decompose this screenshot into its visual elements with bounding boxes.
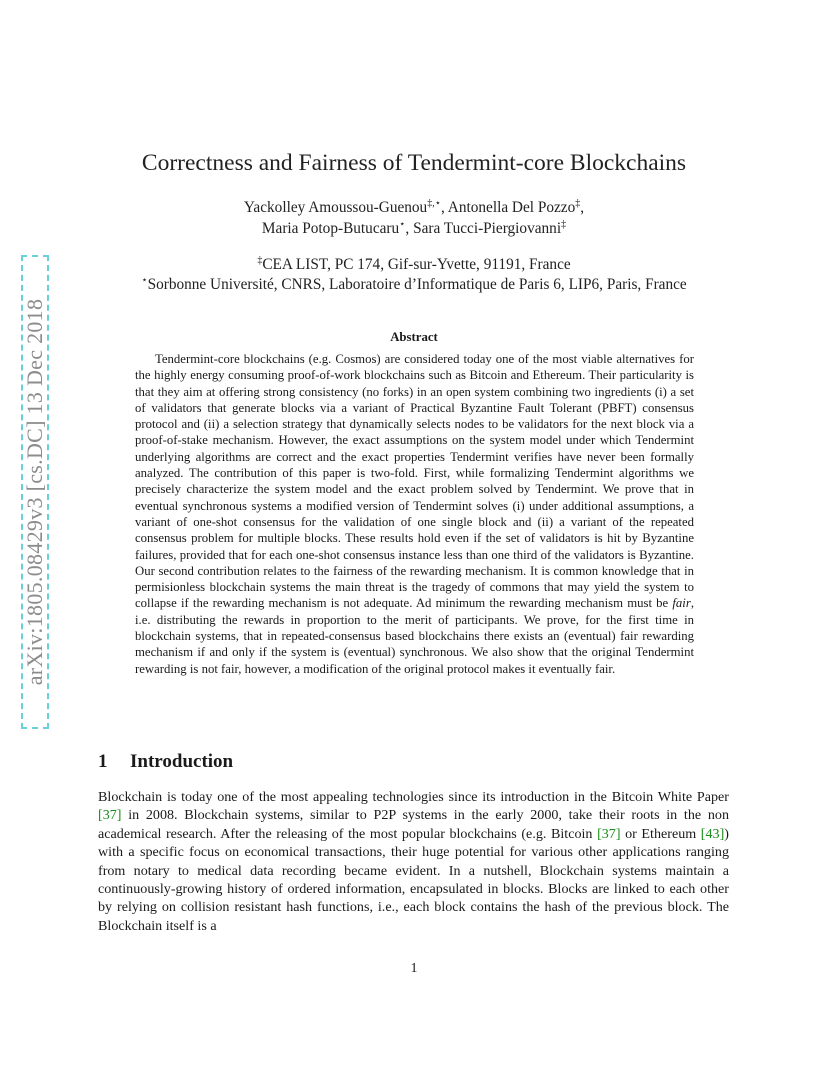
author-name: Sara Tucci-Piergiovanni: [413, 220, 562, 237]
intro-text: ) with a specific focus on economical transactions, their huge potential for various other applications ranging from notary to medical data recording became evident. In a nutshell, Blockchain systems maintain a continuously-growing history of ordered information, encapsulated in blocks. Blocks are linked to each other by relying on collision resistant hash functions, i.e., each block contains the hash of the previous block. The Blockchain itself is a: [98, 825, 729, 934]
citation-link[interactable]: [43]: [700, 825, 725, 842]
abstract-body: [135, 351, 694, 677]
author-affiliation-mark: ⋆: [399, 219, 406, 230]
author-name: Yackolley Amoussou-Guenou: [243, 199, 428, 216]
intro-text: Blockchain is today one of the most appealing technologies since its introduction in the Bitcoin White Paper: [98, 789, 729, 805]
author-name: Maria Potop-Butucaru: [261, 220, 400, 237]
section-heading: [98, 751, 233, 773]
affiliation-text: Sorbonne Université, CNRS, Laboratoire d’Informatique de Paris 6, LIP6, Paris, France: [147, 276, 687, 293]
section-number: 1: [98, 751, 108, 772]
author-line-1: [0, 197, 828, 218]
arxiv-id: arXiv:1805.08429v3 [cs.DC] 13 Dec 2018: [22, 298, 47, 686]
abstract-fair-term: fair: [672, 596, 691, 611]
section-title: Introduction: [130, 751, 234, 772]
affiliation-sorbonne: [0, 275, 828, 295]
author-name: Antonella Del Pozzo: [447, 199, 576, 216]
citation-link[interactable]: [37]: [98, 807, 122, 824]
citation-link[interactable]: [37]: [597, 825, 621, 842]
affiliations: [0, 255, 828, 295]
affiliation-text: CEA LIST, PC 174, Gif-sur-Yvette, 91191, France: [262, 256, 571, 273]
abstract-text: Tendermint-core blockchains (e.g. Cosmos) are considered today one of the most viable alternatives for the highly energy consuming proof-of-work blockchains such as Bitcoin and Ethereum. Their particularity is that they aim at offering strong consistency (no forks) in an open system combining two ingredients (i) a set of validators that generate blocks via a variant of Practical Byzantine Fault Tolerant (PBFT) consensus protocol and (ii) a selection strategy that dynamically selects nodes to be validators for the next block via a proof-of-stake mechanism. However, the exact assumptions on the system model under which Tendermint underlying algorithms are correct and the exact properties Tendermint verifies have never been formally analyzed. The contribution of this paper is two-fold. First, while formalizing Tendermint algorithms we precisely characterize the system model and the exact problem solved by Tendermint. We prove that in eventual synchronous systems a modified version of Tendermint solves (i) under additional assumptions, a variant of one-shot consensus for the validation of one single block and (ii) a variant of the repeated consensus problem for multiple blocks. These results hold even if the set of validators is hit by Byzantine failures, provided that for each one-shot consensus instance less than one third of the validators is Byzantine. Our second contribution relates to the fairness of the rewarding mechanism. It is common knowledge that in permisionless blockchain systems the main threat is the tragedy of commons that may yield the system to collapse if the rewarding mechanism is not adequate. Ad minimum the rewarding mechanism must be: [135, 352, 694, 611]
author-affiliation-mark: ‡: [575, 198, 581, 209]
author-affiliation-mark: ‡: [561, 219, 567, 230]
intro-paragraph: [98, 788, 729, 935]
author-separator: ,: [580, 199, 585, 216]
author-list: [0, 197, 828, 239]
affiliation-mark: ‡: [257, 255, 263, 266]
intro-text: or Ethereum: [620, 825, 701, 842]
affiliation-cea: [0, 255, 828, 275]
author-affiliation-mark: ‡,⋆: [427, 198, 441, 209]
arxiv-stamp: [21, 255, 49, 729]
abstract-heading: Abstract: [390, 330, 438, 344]
page-number: 1: [410, 961, 418, 976]
author-separator: ,: [440, 199, 448, 216]
author-separator: ,: [405, 220, 414, 237]
affiliation-mark: ⋆: [141, 275, 148, 286]
abstract-text-end: , i.e. distributing the rewards in proportion to the merit of participants. We prove, for the first time in blockchain systems, that in repeated-consensus based blockchains there exists an (eventual) fair rewarding mechanism if and only if the system is (eventual) synchronous. We also show that the original Tendermint rewarding is not fair, however, a modification of the original protocol makes it eventually fair.: [135, 596, 694, 676]
intro-text: in 2008. Blockchain systems, similar to P2P systems in the early 2000, take their roots in the non academical research. After the releasing of the most popular blockchains (e.g. Bitcoin: [98, 807, 729, 842]
author-line-2: [0, 218, 828, 239]
paper-title: Correctness and Fairness of Tendermint-core Blockchains: [141, 150, 687, 176]
